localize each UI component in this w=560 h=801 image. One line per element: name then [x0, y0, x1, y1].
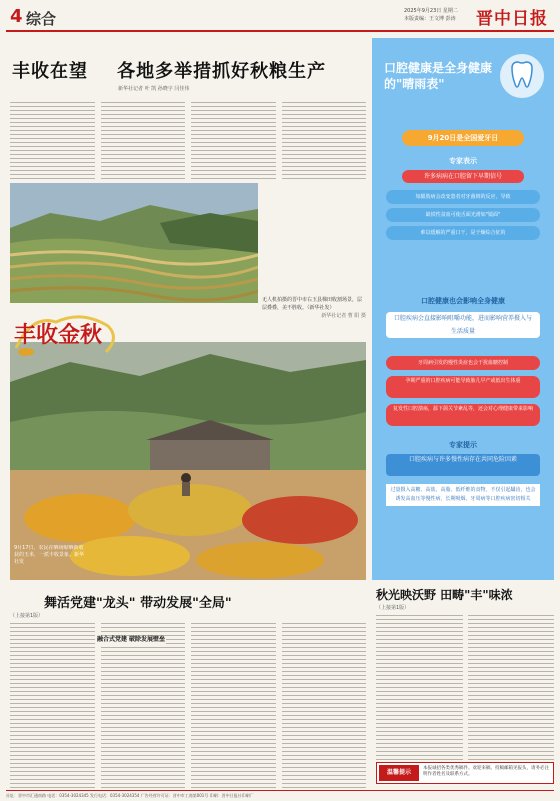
- recommend-sub-label: 口腔疾病与许多慢性病存在共同危险因素: [386, 454, 540, 476]
- text-column: [191, 620, 276, 790]
- section-title: 综合: [26, 10, 57, 28]
- info-pill-1: 如龈肢病会改变患者对牙菌斑的反应，导致: [386, 190, 540, 204]
- autumn-article-headline: 秋光映沃野 田畴"丰"味浓: [376, 588, 513, 602]
- recommend-label: 专家提示: [449, 441, 477, 449]
- text-column: [10, 99, 95, 181]
- text-column: [101, 99, 186, 181]
- editor-line: 本版责编：王文博 彭涛: [404, 16, 456, 22]
- page-number: 4: [10, 6, 23, 27]
- promo-box: [376, 762, 554, 784]
- text-column: [10, 620, 95, 790]
- risk-pill-1: 牙周病引发的慢性炎症也会干扰血糖控制: [386, 356, 540, 370]
- info-pill-3: 难以缓解的严重口干，是干燥综合征的: [386, 226, 540, 240]
- harvest-banner-text: 丰收金秋: [14, 322, 103, 348]
- risk-pill-2: 孕期严重的口腔疾病可能导致胎儿早产或低出生体重: [386, 376, 540, 398]
- oral-health-ad: [372, 38, 554, 580]
- link-label: 口腔健康也会影响全身健康: [421, 297, 505, 305]
- promo-text: 本报诚招各类优秀稿件。欢迎来稿，投稿邮箱见报头，请务必注明作者姓名及联系方式。: [423, 766, 549, 777]
- text-column: [101, 620, 186, 790]
- ad-title: 口腔健康是全身健康的"晴雨表": [384, 61, 493, 91]
- callout-box: 口腔疾病会直接影响咀嚼功能，进而影响营养摄入与生活质量: [386, 312, 540, 338]
- text-column: [282, 620, 367, 790]
- party-article-headline: 舞活党建"龙头" 带动发展"全局": [44, 596, 232, 611]
- party-article-body: [10, 620, 366, 790]
- paper-logo: 晋中日报: [476, 9, 548, 29]
- risk-pill-3: 复发性口腔溃疡，舔下颌关节紊乱等，还会对心理健康带来影响: [386, 404, 540, 426]
- party-article-byline: （上接第1版）: [10, 613, 44, 619]
- page-footer: 社址：晋中市汇通南路 电话：0354-3024345 发行电话：0354-3024354 广告经营许可证：晋中市工商第001号 印刷：晋中日报社印刷厂: [6, 790, 554, 799]
- info-pill-2: 缺铁性贫血可使舌面光滑如"镜面": [386, 208, 540, 222]
- ad-footer-text: 过量摄入高糖、高盐、高脂、低纤维的食物，不仅引起龋齿，也会诱发高血压等慢性病，长期吸烟、牙周病等口腔疾病密切相关: [386, 484, 540, 506]
- masthead: [6, 4, 554, 32]
- tooth-icon: [498, 52, 546, 100]
- photo1-credit: 新华社记者 曹 阳 摄: [321, 313, 366, 319]
- text-column: [191, 99, 276, 181]
- expert-label: 专家表示: [449, 157, 477, 165]
- main-headline-part2: 各地多举措抓好秋粮生产: [117, 61, 327, 82]
- photo2-caption: 9月17日，农民在晒场晾晒新收获的玉米，一派丰收景象。新华社发: [14, 545, 85, 565]
- issue-date: 2025年9月23日 星期二: [404, 8, 458, 14]
- main-headline: [12, 57, 364, 83]
- terraced-field-photo: [10, 183, 258, 303]
- autumn-article-byline: （上接第1版）: [376, 605, 410, 611]
- main-body-text: [10, 99, 366, 181]
- party-article-subheading: 融合式党建 破除发展壁垒: [96, 636, 166, 643]
- expert-sub-label: 许多病病在口腔留下早期信号: [402, 170, 524, 183]
- text-column: [468, 612, 555, 760]
- promo-badge: 温馨提示: [379, 765, 419, 781]
- main-byline: 新华社记者 叶 凯 孙晓宇 闫佳伟: [118, 86, 190, 92]
- photo1-caption-text: 无人机拍摄的晋中市右玉县梯田收割场景，层层叠叠，美不胜收。（新华社发）: [262, 297, 363, 311]
- main-headline-part1: 丰收在望: [12, 61, 88, 82]
- text-column: [282, 99, 367, 181]
- day-pill: 9月20日是全国爱牙日: [402, 130, 524, 146]
- autumn-article-body: [376, 612, 554, 760]
- text-column: [376, 612, 463, 760]
